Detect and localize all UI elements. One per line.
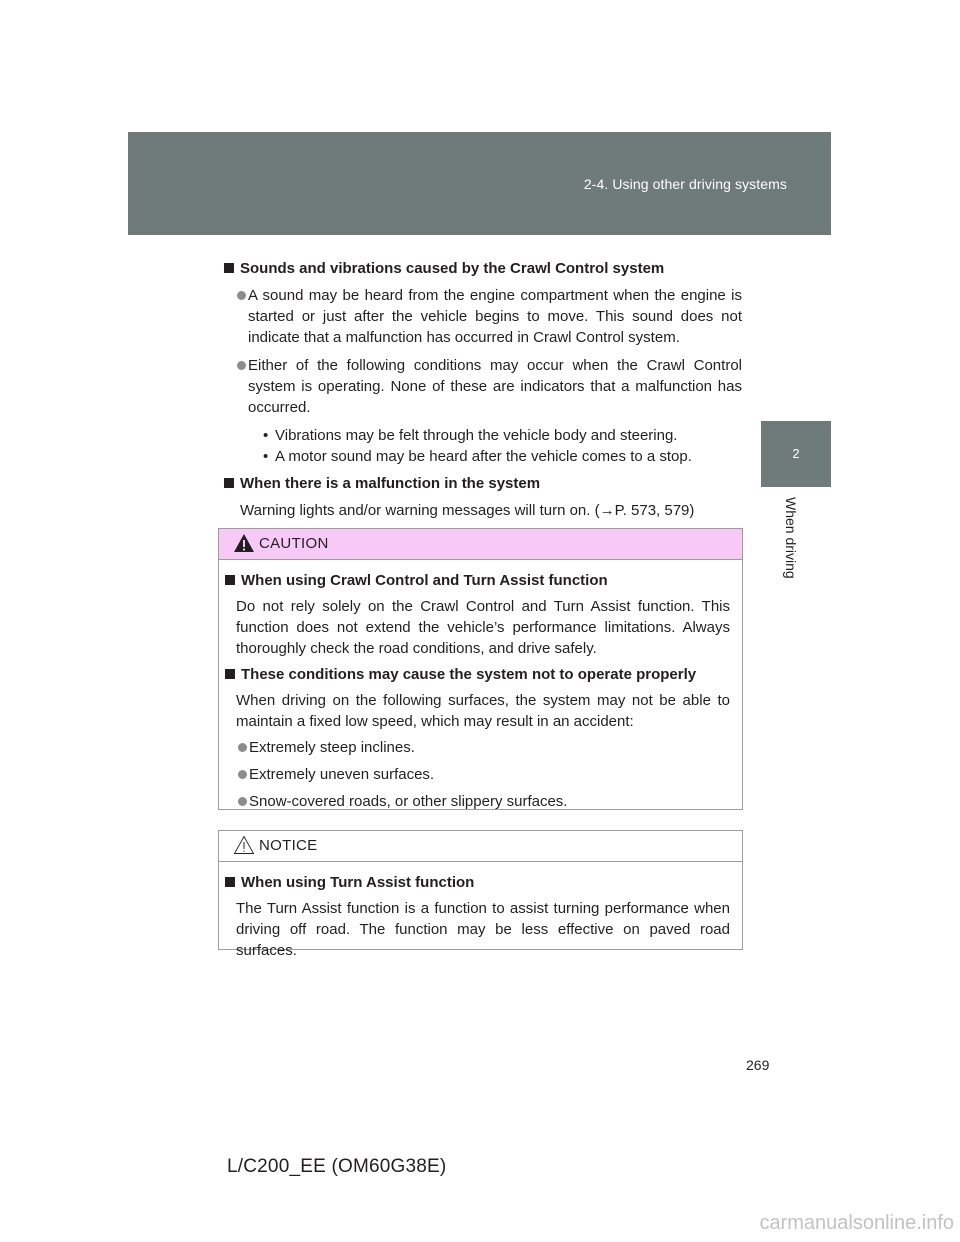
caution-text: When driving on the following surfaces, the system may not be able to maintain a fixed low speed, which may result in an accident:	[236, 692, 730, 730]
sub-item	[222, 446, 742, 467]
notice-body	[219, 862, 742, 961]
notice-header	[219, 831, 742, 862]
caution-text: Do not rely solely on the Crawl Control and Turn Assist function. This function does not extend the vehicle’s performance limitations. Always thoroughly check the road conditions, and drive safely.	[236, 598, 730, 657]
warning-triangle-outline-icon	[233, 835, 255, 855]
caution-bullet	[223, 737, 730, 758]
dot-marker: •	[263, 427, 269, 444]
square-bullet-icon	[224, 263, 234, 273]
section-heading	[222, 258, 742, 279]
section-text: Warning lights and/or warning messages will turn on. (→P. 573, 579)	[240, 502, 695, 519]
dot-marker: •	[263, 448, 269, 465]
chapter-tab	[761, 421, 831, 487]
bullet-item	[222, 355, 742, 418]
caution-heading	[223, 664, 742, 685]
notice-heading-text: When using Turn Assist function	[241, 874, 475, 891]
sub-item-text: A motor sound may be heard after the vehicle comes to a stop.	[275, 448, 692, 465]
caution-bullet	[223, 764, 730, 785]
sub-item-text: Vibrations may be felt through the vehicle body and steering.	[275, 427, 678, 444]
bullet-item	[222, 285, 742, 348]
bullet-text: Either of the following conditions may occur when the Crawl Control system is operating. None of these are indicators that a malfunction has occurred.	[248, 357, 742, 416]
caution-bullet	[223, 791, 730, 812]
chapter-number: 2	[792, 446, 800, 461]
square-bullet-icon	[225, 669, 235, 679]
notice-heading	[223, 872, 742, 893]
caution-body	[219, 560, 742, 812]
notice-title: NOTICE	[259, 837, 318, 854]
sub-item	[222, 425, 742, 446]
caution-heading	[223, 570, 742, 591]
notice-text: The Turn Assist function is a function to assist turning performance when driving off road. The function may be less effective on paved road surfaces.	[236, 900, 730, 959]
circle-bullet-icon	[238, 743, 247, 752]
square-bullet-icon	[225, 575, 235, 585]
bullet-text: Extremely uneven surfaces.	[249, 766, 435, 783]
header-band	[128, 132, 831, 235]
circle-bullet-icon	[238, 797, 247, 806]
bullet-text: Extremely steep inclines.	[249, 739, 415, 756]
circle-bullet-icon	[238, 770, 247, 779]
notice-box	[218, 830, 743, 959]
warning-triangle-icon	[233, 533, 255, 553]
section-heading-text: Sounds and vibrations caused by the Crawl Control system	[240, 260, 665, 277]
square-bullet-icon	[225, 877, 235, 887]
main-content	[222, 258, 742, 521]
section-title: 2-4. Using other driving systems	[583, 176, 787, 192]
caution-header	[219, 529, 742, 560]
page-number: 269	[746, 1057, 770, 1073]
square-bullet-icon	[224, 478, 234, 488]
caution-title: CAUTION	[259, 535, 329, 552]
circle-bullet-icon	[237, 291, 246, 300]
caution-heading-text: When using Crawl Control and Turn Assist function	[241, 572, 608, 589]
watermark: carmanualsonline.info	[759, 1212, 954, 1234]
section-heading	[222, 473, 742, 494]
circle-bullet-icon	[237, 361, 246, 370]
section-heading-text: When there is a malfunction in the system	[240, 475, 541, 492]
model-code: L/C200_EE (OM60G38E)	[227, 1156, 447, 1177]
bullet-text: A sound may be heard from the engine compartment when the engine is started or just after the vehicle begins to move. This sound does not indicate that a malfunction has occurred in Crawl Control system.	[248, 287, 742, 346]
chapter-label: When driving	[783, 497, 799, 579]
bullet-text: Snow-covered roads, or other slippery surfaces.	[249, 793, 568, 810]
caution-box	[218, 528, 743, 810]
caution-heading-text: These conditions may cause the system not to operate properly	[241, 666, 697, 683]
